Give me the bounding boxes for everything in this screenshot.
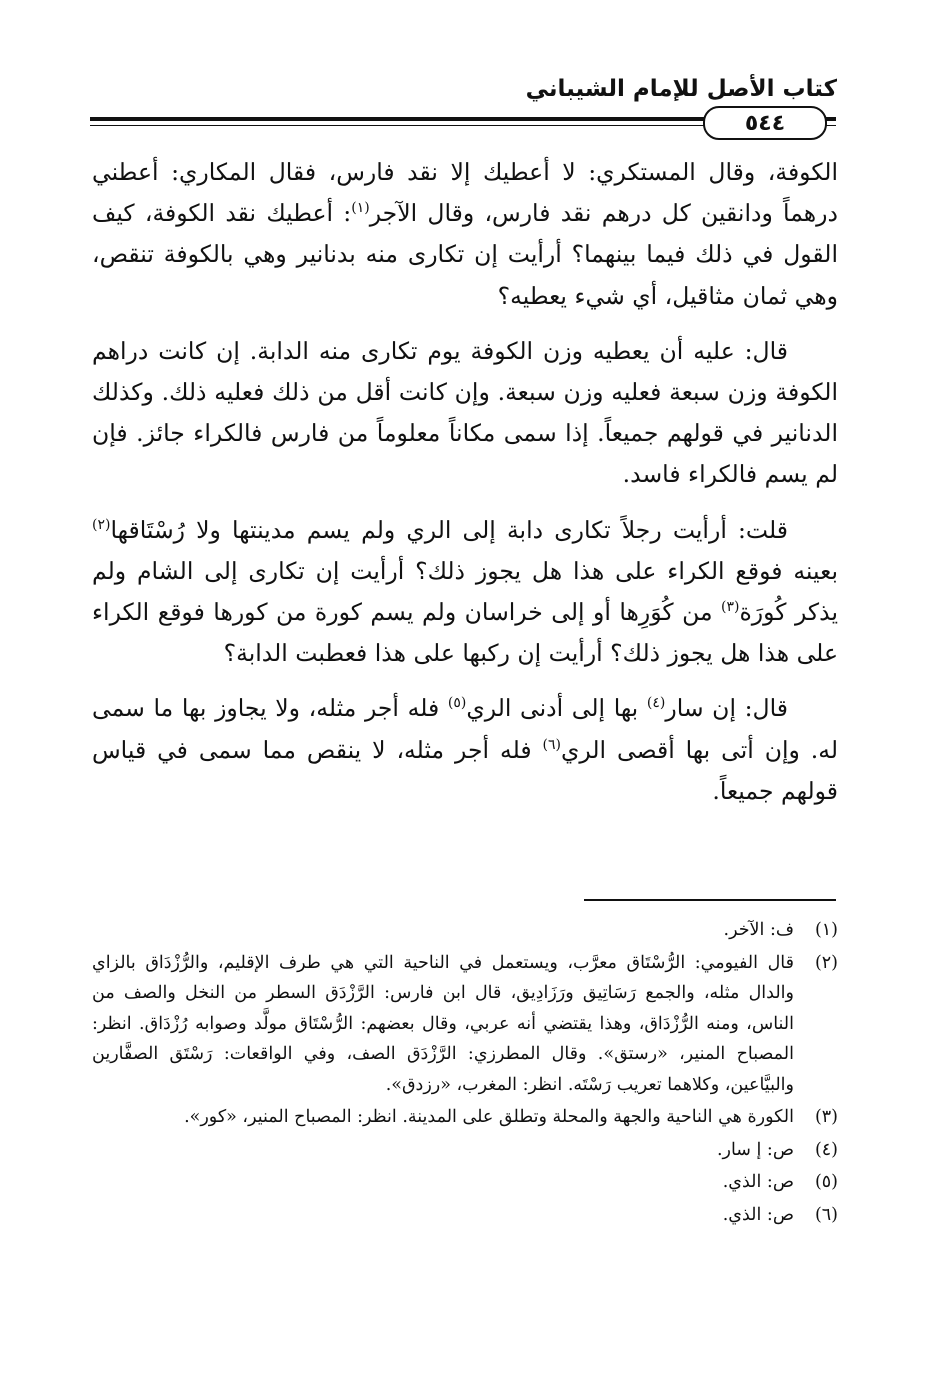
- footnote-number: (٣): [814, 1107, 838, 1127]
- footnote-number: (٢): [814, 952, 838, 973]
- paragraph-3-text-b: بعينه فوقع الكراء على هذا هل يجوز ذلك؟ أرأيت إن تكارى إلى الشام ولم يذكر كُورَة: [92, 556, 838, 627]
- footnote-number: (٦): [814, 1204, 838, 1225]
- paragraph-3-text-c: من كُوَرِها أو إلى خراسان ولم يسم كورة من كورها فوقع الكراء على هذا هل يجوز ذلك؟ أرأيت إن ركبها على هذا فعطبت الدابة؟: [92, 598, 838, 668]
- footnote-text: الكورة هي الناحية والجهة والمحلة وتطلق على المدينة. انظر: المصباح المنير، «كور».: [184, 1107, 794, 1127]
- footnote-text: ص: إ سار.: [716, 1139, 794, 1160]
- footnote-1: [92, 915, 838, 946]
- footnote-3: [92, 1102, 838, 1133]
- footnote-ref-4: (٤): [646, 695, 666, 712]
- footnote-text: قال الفيومي: الرُّسْتَاق معرَّب، ويستعمل في الناحية التي هي طرف الإقليم، والرُّزْدَاق بالزاي والدال مثله، والجمع رَسَاتِيق ورَزَادِيق، قال ابن فارس: الرَّزْدَق السطر من النخل والصف من الناس، ومنه الرُّزْدَاق، وهذا يقتضي أنه عربي، وقال بعضهم: الرُّسْتَاق مولَّد وصوابه رُزْدَاق. انظر: المصباح المنير، «رستق». وقال المطرزي: الرَّزْدَق الصف، وفي الواقعات: رَسْتَق الصفَّارين والبيَّاعين، وكلاهما تعريب رَسْتَه. انظر: المغرب، «رزدق».: [92, 952, 794, 1095]
- footnote-number: (٤): [814, 1139, 838, 1160]
- footnotes: [92, 915, 838, 1232]
- footnote-separator: [584, 899, 836, 901]
- paragraph-2: قال: عليه أن يعطيه وزن الكوفة يوم تكارى منه الدابة. إن كانت دراهم الكوفة وزن سبعة فعليه وزن سبعة. وإن كانت أقل من ذلك فعليه ذلك. وكذلك الدنانير في قولهم جميعاً. إذا سمى مكاناً معلوماً من فارس فالكراء جائز. فإن لم يسم فالكراء فاسد.: [92, 336, 838, 489]
- paragraph-3: [92, 510, 838, 675]
- paragraph-1: [92, 152, 838, 317]
- footnote-5: [92, 1167, 838, 1198]
- paragraph-4-text-b: بها إلى أدنى الري: [466, 694, 647, 723]
- footnote-text: ف: الآخر.: [723, 920, 794, 940]
- page-number: ٥٤٤: [744, 110, 786, 136]
- footnote-number: (٥): [814, 1172, 838, 1192]
- paragraph-1-text-b: : أعطيك نقد الكوفة، كيف القول في ذلك فيما بينهما؟ أرأيت إن تكارى منه بدنانير وهي بالكوفة تنقص، وهي ثمان مثاقيل، أي شيء يعطيه؟: [92, 199, 838, 310]
- paragraph-4-text-a: قال: إن سار: [665, 694, 788, 723]
- footnote-4: [92, 1135, 838, 1166]
- footnote-text: ص: الذي.: [722, 1204, 794, 1225]
- paragraph-4-text-d: فله أجر مثله، لا ينقص مما سمى في قياس قولهم جميعاً.: [92, 735, 838, 805]
- paragraph-4: [92, 688, 838, 812]
- footnote-number: (١): [814, 920, 838, 940]
- footnote-ref-5: (٥): [447, 695, 467, 712]
- footnote-ref-6: (٦): [542, 736, 562, 753]
- footnote-ref-1: (١): [351, 200, 370, 217]
- paragraph-1-text-a: الكوفة، وقال المستكري: لا أعطيك إلا نقد فارس، فقال المكاري: أعطني درهماً ودانقين كل درهم نقد فارس، وقال الآجر: [92, 158, 838, 228]
- running-title: كتاب الأصل للإمام الشيباني: [525, 76, 837, 102]
- paragraph-4-text-c: فله أجر مثله، ولا يجاوز بها ما سمى له. وإن أتى بها أقصى الري: [92, 694, 838, 764]
- footnote-ref-3: (٣): [721, 599, 740, 616]
- footnote-ref-2: (٢): [92, 516, 111, 533]
- page-number-badge: [703, 106, 827, 140]
- main-text: [92, 152, 838, 826]
- footnote-2: [92, 948, 838, 1101]
- footnote-6: [92, 1200, 838, 1231]
- footnote-text: ص: الذي.: [722, 1172, 794, 1192]
- paragraph-3-text-a: قلت: أرأيت رجلاً تكارى دابة إلى الري ولم يسم مدينتها ولا رُسْتَاقها: [110, 515, 788, 544]
